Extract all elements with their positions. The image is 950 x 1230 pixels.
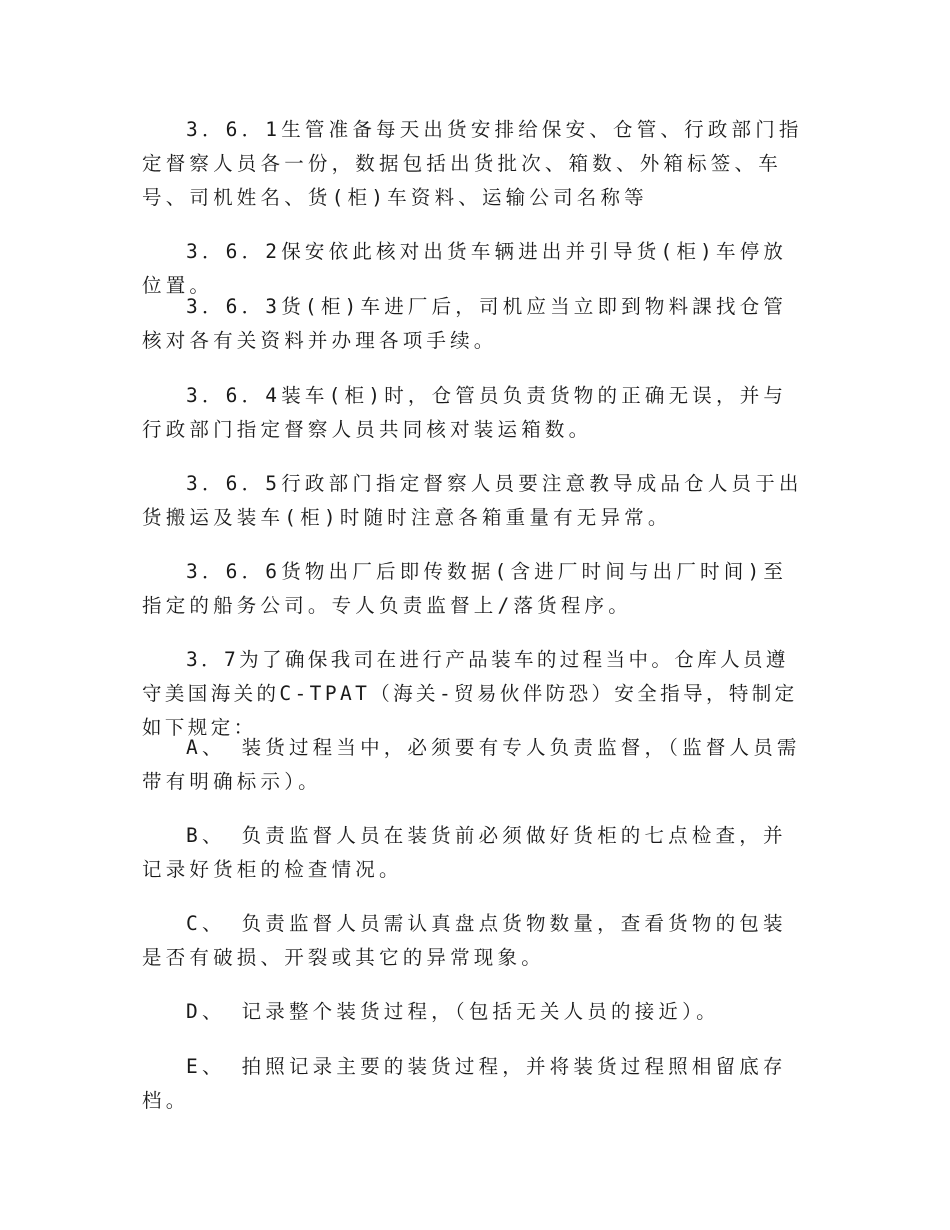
rule-item-e: E、 拍照记录主要的装货过程，并将装货过程照相留底存档。 xyxy=(142,1055,787,1112)
rule-item-d: D、 记录整个装货过程，（包括无关人员的接近）。 xyxy=(186,1000,720,1023)
rule-item-a: A、 装货过程当中，必须要有专人负责监督，（监督人员需带有明确标示）。 xyxy=(142,736,801,793)
paragraph-3-7: 3．7为了确保我司在进行产品装车的过程当中。仓库人员遵守美国海关的C-TPAT（海关-贸易伙伴防恐）安全指导，特制定如下规定： xyxy=(142,648,798,739)
rule-item-c: C、 负责监督人员需认真盘点货物数量，查看货物的包装是否有破损、开裂或其它的异常现象。 xyxy=(142,912,787,969)
paragraph-3-6-1: 3．6．1生管准备每天出货安排给保安、仓管、行政部门指定督察人员各一份，数据包括出货批次、箱数、外箱标签、车号、司机姓名、货(柜)车资料、运输公司名称等 xyxy=(142,118,803,209)
paragraph-3-6-2: 3．6．2保安依此核对出货车辆进出并引导货(柜)车停放位置。 xyxy=(142,240,788,297)
paragraph-3-6-4: 3．6．4装车(柜)时，仓管员负责货物的正确无误，并与行政部门指定督察人员共同核对装运箱数。 xyxy=(142,384,788,441)
paragraph-3-6-3: 3．6．3货(柜)车进厂后，司机应当立即到物料課找仓管核对各有关资料并办理各项手续。 xyxy=(142,295,788,352)
paragraph-3-6-5: 3．6．5行政部门指定督察人员要注意教导成品仓人员于出货搬运及装车(柜)时随时注意各箱重量有无异常。 xyxy=(142,472,803,529)
paragraph-3-6-6: 3．6．6货物出厂后即传数据(含进厂时间与出厂时间)至指定的船务公司。专人负责监督上/落货程序。 xyxy=(142,560,788,617)
rule-item-b: B、 负责监督人员在装货前必须做好货柜的七点检查，并记录好货柜的检查情况。 xyxy=(142,824,787,881)
